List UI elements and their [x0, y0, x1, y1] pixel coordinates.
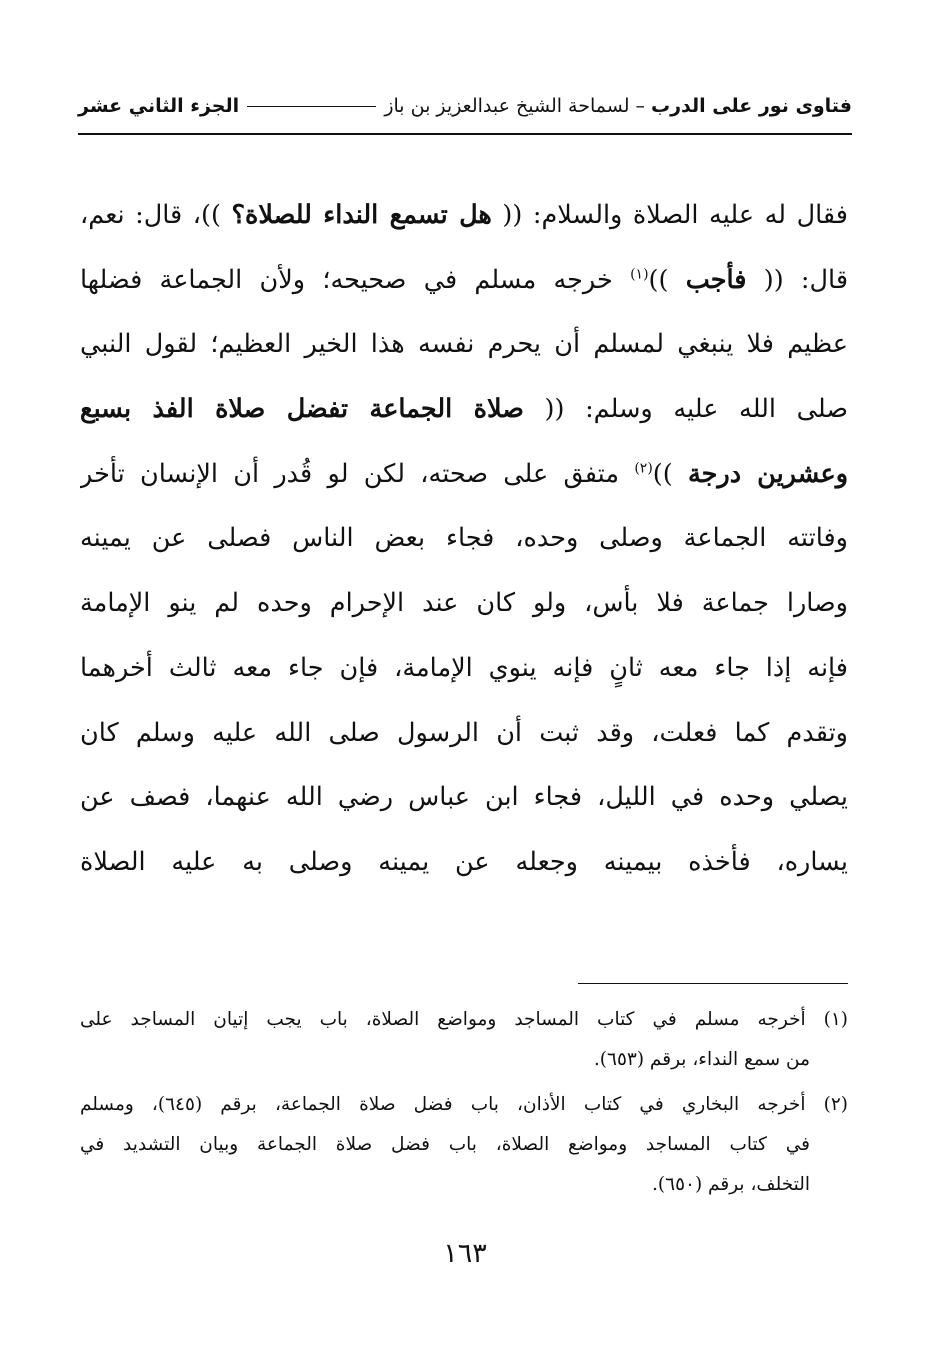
footnote-2-line-2: في كتاب المساجد ومواضع الصلاة، باب فضل صلاة الجماعة وبيان التشديد في — [80, 1134, 810, 1155]
header-dash: – — [635, 95, 645, 117]
quote-close: )) — [652, 458, 673, 489]
text-line-11: يساره، فأخذه بيمينه وجعله عن يمينه وصلى به عليه الصلاة — [80, 846, 848, 877]
main-text — [80, 183, 848, 895]
hadith-quote: فأجب — [685, 264, 747, 295]
text-line-8: فإنه إذا جاء معه ثانٍ فإنه ينوي الإمامة، فإن جاء معه ثالث أخرهما — [80, 652, 848, 683]
header-underline — [78, 133, 852, 135]
text-line-4 — [80, 377, 848, 442]
text-line-9: وتقدم كما فعلت، وقد ثبت أن الرسول صلى الله عليه وسلم كان — [80, 717, 848, 748]
text-line-2 — [80, 248, 848, 313]
text-line-7: وصارا جماعة فلا بأس، ولو كان عند الإحرام وحده لم ينو الإمامة — [80, 588, 848, 619]
line-2-text-end: خرجه مسلم في صحيحه؛ ولأن الجماعة فضلها — [80, 264, 613, 295]
footnote-marker-1[interactable]: (١) — [630, 266, 649, 283]
text-line-10: يصلي وحده في الليل، فجاء ابن عباس رضي الله عنهما، فصف عن — [80, 782, 848, 813]
author-name: لسماحة الشيخ عبدالعزيز بن باز — [384, 95, 630, 117]
footnotes — [80, 1000, 848, 1205]
header-separator-rule — [247, 106, 376, 107]
footnote-separator — [578, 983, 848, 984]
line-1-text-end: ))، قال: نعم، — [80, 200, 221, 230]
text-line-3: عظيم فلا ينبغي لمسلم أن يحرم نفسه هذا الخير العظيم؛ لقول النبي — [80, 329, 848, 360]
line-5-text-end: متفق على صحته، لكن لو قُدر أن الإنسان تأخر — [80, 458, 620, 489]
footnote-2-line-1: (٢) أخرجه البخاري في كتاب الأذان، باب فضل صلاة الجماعة، برقم (٦٤٥)، ومسلم — [80, 1094, 848, 1115]
line-4-text: صلى الله عليه وسلم: (( — [544, 394, 848, 425]
footnote-2-line-3: التخلف، برقم (٦٥٠). — [652, 1174, 810, 1195]
line-2-text: قال: (( — [763, 264, 848, 295]
hadith-quote: هل تسمع النداء للصلاة؟ — [231, 200, 492, 230]
book-title: فتاوى نور على الدرب — [651, 95, 852, 117]
line-1-text: فقال له عليه الصلاة والسلام: (( — [502, 200, 848, 230]
hadith-quote: وعشرين درجة — [688, 458, 848, 489]
text-line-5 — [80, 442, 848, 507]
text-line-1 — [80, 183, 848, 248]
volume-label: الجزء الثاني عشر — [78, 95, 240, 117]
page-number: ١٦٣ — [443, 1238, 487, 1269]
quote-close: )) — [648, 264, 669, 295]
footnote-1-line-2: من سمع النداء، برقم (٦٥٣). — [593, 1049, 810, 1070]
footnote-marker-2[interactable]: (٢) — [634, 460, 653, 477]
hadith-quote: صلاة الجماعة تفضل صلاة الفذ بسبع — [80, 394, 524, 425]
text-line-6: وفاتته الجماعة وصلى وحده، فجاء بعض الناس فصلى عن يمينه — [80, 523, 848, 554]
running-header — [78, 88, 852, 124]
footnote-1-line-1: (١) أخرجه مسلم في كتاب المساجد ومواضع الصلاة، باب يجب إتيان المساجد على — [80, 1009, 848, 1030]
